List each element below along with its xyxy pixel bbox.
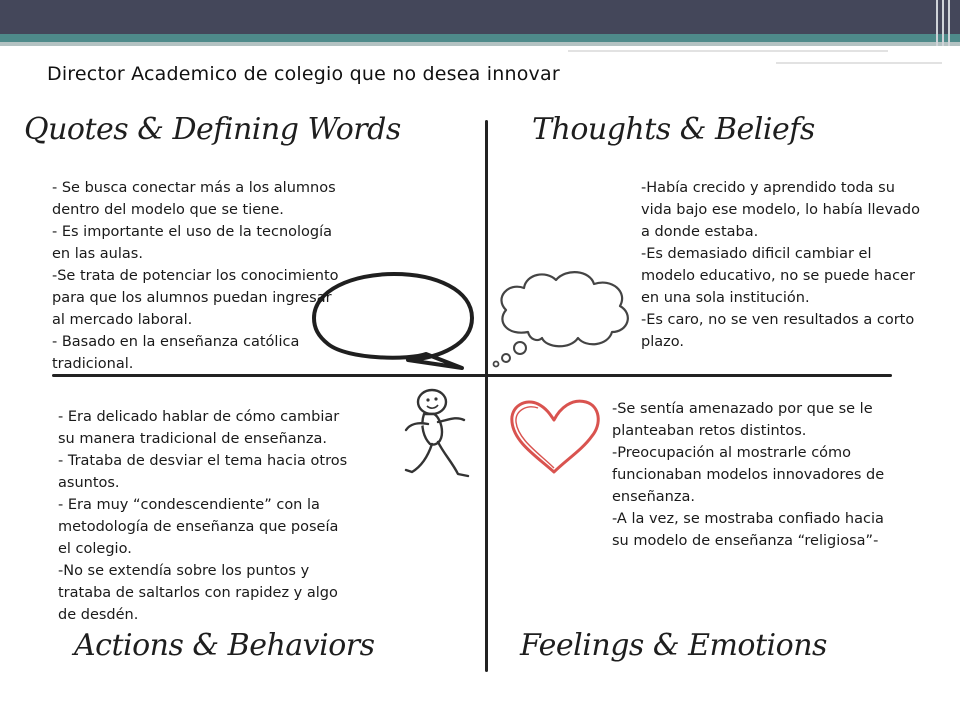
- feelings-content: [612, 398, 912, 552]
- banner-stripe: [936, 0, 938, 46]
- action-line: de desdén.: [58, 607, 139, 623]
- quote-line: tradicional.: [52, 356, 134, 372]
- banner-stripe: [942, 0, 944, 46]
- action-line: su manera tradicional de enseñanza.: [58, 431, 327, 447]
- quote-line: en las aulas.: [52, 246, 143, 262]
- action-line: el colegio.: [58, 541, 132, 557]
- quote-line: dentro del modelo que se tiene.: [52, 202, 284, 218]
- thoughts-heading: Thoughts & Beliefs: [532, 112, 815, 147]
- accent-line: [776, 62, 942, 64]
- quote-line: - Es importante el uso de la tecnología: [52, 224, 333, 240]
- feelings-heading: Feelings & Emotions: [520, 628, 827, 663]
- slide-title: Director Academico de colegio que no desea innovar: [47, 63, 560, 85]
- thought-line: -Había crecido y aprendido toda su: [641, 180, 895, 196]
- feeling-line: -Preocupación al mostrarle cómo: [612, 445, 852, 461]
- walking-figure-icon: [398, 384, 476, 484]
- action-line: -No se extendía sobre los puntos y: [58, 563, 310, 579]
- actions-content: [58, 406, 363, 626]
- thought-line: modelo educativo, no se puede hacer: [641, 268, 915, 284]
- thought-line: vida bajo ese modelo, lo había llevado: [641, 202, 920, 218]
- thought-line: a donde estaba.: [641, 224, 759, 240]
- feeling-line: enseñanza.: [612, 489, 695, 505]
- teal-banner-strip: [0, 34, 960, 42]
- heart-icon: [506, 396, 604, 476]
- feeling-line: -Se sentía amenazado por que se le: [612, 401, 873, 417]
- thought-bubble-icon: [482, 262, 642, 368]
- thought-line: -Es caro, no se ven resultados a corto: [641, 312, 915, 328]
- action-line: - Era muy “condescendiente” con la: [58, 497, 320, 513]
- action-line: asuntos.: [58, 475, 120, 491]
- feeling-line: su modelo de enseñanza “religiosa”-: [612, 533, 879, 549]
- vertical-divider: [485, 120, 488, 672]
- top-banner: [0, 0, 960, 34]
- thought-line: -Es demasiado dificil cambiar el: [641, 246, 872, 262]
- actions-heading: Actions & Behaviors: [74, 628, 375, 663]
- feeling-line: funcionaban modelos innovadores de: [612, 467, 885, 483]
- gray-banner-strip: [0, 42, 960, 46]
- quote-line: para que los alumnos puedan ingresar: [52, 290, 332, 306]
- quote-line: - Se busca conectar más a los alumnos: [52, 180, 336, 196]
- thought-line: en una sola institución.: [641, 290, 810, 306]
- quote-line: - Basado en la enseñanza católica: [52, 334, 300, 350]
- quote-line: -Se trata de potenciar los conocimiento: [52, 268, 339, 284]
- quote-line: al mercado laboral.: [52, 312, 193, 328]
- accent-line: [568, 50, 888, 52]
- feeling-line: planteaban retos distintos.: [612, 423, 807, 439]
- action-line: - Trataba de desviar el tema hacia otros: [58, 453, 348, 469]
- quotes-content: [52, 177, 352, 375]
- thought-line: plazo.: [641, 334, 684, 350]
- action-line: metodología de enseñanza que poseía: [58, 519, 339, 535]
- action-line: trataba de saltarlos con rapidez y algo: [58, 585, 338, 601]
- banner-stripe: [948, 0, 950, 46]
- action-line: - Era delicado hablar de cómo cambiar: [58, 409, 340, 425]
- thoughts-content: [641, 177, 941, 353]
- feeling-line: -A la vez, se mostraba confiado hacia: [612, 511, 884, 527]
- quotes-heading: Quotes & Defining Words: [24, 112, 401, 147]
